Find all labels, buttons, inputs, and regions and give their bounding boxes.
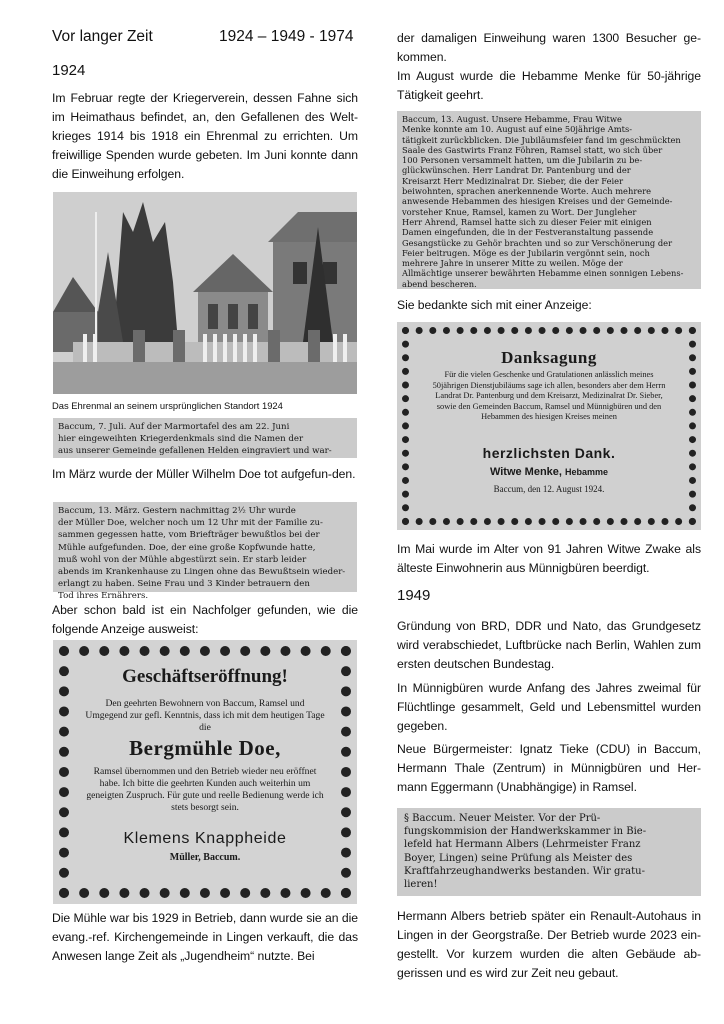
clipping-mueller-text: Baccum, 13. März. Gestern nachmittag 2½ Uhr wurde der Müller Doe, welcher noch um 12 Uhr mit der Familie zu- sammen gegessen hatte, vom Briefträger bewußtlos bei der Mühle aufgefunden. Doe, der eine große Kopfwunde hatte, muß wohl von der Mühle abgestürzt sein. Er starb leider abends im Krankenhause zu Lingen ohne das Bewußtsein wieder- erlangt zu haben. Seine Frau und 3 Kinder betrauern den Tod ihres Ernährers. <box>58 506 346 602</box>
ad-geschaeftseroeffnung <box>53 640 357 904</box>
paragraph-ehrenmal: Im Februar regte der Kriegerverein, dessen Fahne sich im Heimathaus befindet, an, den Gefallenen des Welt-krieges 1914 bis 1918 ein Ehrenmal zu errichten. Um freiwillige Spenden wurde gebeten. Im Juni konnte dann die Einweihung erfolgen. <box>52 91 358 181</box>
clipping-meister-text: § Baccum. Neuer Meister. Vor der Prü- fungskommision der Handwerkskammer in Bie- lefeld hat Hermann Albers (Lehrmeister Franz Boyer, Lingen) seine Prüfung als Meister des Kraftfahrzeughandwerks bestanden. Wir gratu- lieren! <box>404 813 647 891</box>
clipping-ehrenmal-text: Baccum, 7. Juli. Auf der Marmortafel des am 22. Juni hier eingeweihten Kriegerdenkmals sind die Namen der aus unserer Gemeinde gefallenen Helden eingraviert und war- <box>58 422 332 457</box>
heading-1924: 1924 <box>52 62 86 79</box>
ad-dank-sign: Witwe Menke, <box>489 466 562 478</box>
ad-dank-thanks: herzlichsten Dank. <box>482 445 616 461</box>
ad-geschaeft-owner: Klemens Knappheide <box>123 830 287 847</box>
ad-geschaeft-title: Geschäftseröffnung! <box>122 666 288 687</box>
paragraph-1949-buergermeister: Neue Bürgermeister: Ignatz Tieke (CDU) in Baccum, Hermann Thale (Zentrum) in Münnigbüren und Her-mann Eggermann (Unabhängige) in Ramsel. <box>397 742 701 794</box>
paragraph-hebamme: Im August wurde die Hebamme Menke für 50-jährige Tätigkeit geehrt. <box>397 69 701 102</box>
paragraph-besucher: der damaligen Einweihung waren 1300 Besucher ge-kommen. <box>397 31 701 64</box>
photo-caption: Das Ehrenmal an seinem ursprünglichen Standort 1924 <box>52 400 283 411</box>
paragraph-1949-gruendung: Gründung von BRD, DDR und Nato, das Grundgesetz wird verabschiedet, Luftbrücke nach Berlin, Wahlen zum ersten deutschen Bundestag. <box>397 619 701 671</box>
ad-geschaeft-name: Bergmühle Doe, <box>129 736 281 760</box>
paragraph-zwake: Im Mai wurde im Alter von 91 Jahren Witwe Zwake als älteste Einwohnerin aus Münnigbüren beerdigt. <box>397 542 701 575</box>
clipping-hebamme-text: Baccum, 13. August. Unsere Hebamme, Frau Witwe Menke konnte am 10. August auf eine 50jährige Amts- tätigkeit zurückblicken. Die Jubiläumsfeier fand im geschmückten Saale des Gastwirts Franz Föhren, Ramsel statt, wo sich über 100 Personen versammelt hatten, um die Jubilarin zu be- glückwünschen. Herr Landrat Dr. Pantenburg und der Kreisarzt Herr Medizinalrat Dr. Sieber, die der Feier beiwohnten, sprachen anerkennende Worte. Auch mehrere anwesende Hebammen des hiesigen Kreises und der Gemeinde- vorsteher Knue, Ramsel, kamen zu Wort. Der Jungleher Herr Ahrend, Ramsel hatte sich zu dieser Feier mit einigen Damen eingefunden, die in der Festveranstaltung passende Gesangstücke zu Gehör brachten und so zur Verschönerung der Feier beitrugen. Möge es der Jubilarin vergönnt sein, noch mehrere Jahre in unserer Mitte zu weilen. Möge der Allmächtige unserer bewährten Hebamme einen sonnigen Lebens- abend bescheren. <box>402 114 684 289</box>
ad-geschaeft-owner-sub: Müller, Baccum. <box>169 852 241 863</box>
heading-1949: 1949 <box>397 587 431 604</box>
clipping-mueller <box>53 502 357 602</box>
ad-geschaeft-body: Ramsel übernommen und den Betrieb wieder neu eröffnet habe. Ich bitte die geehrten Kunden auch weiterhin um geneigten Zuspruch. Für gute und reelle Bedienung werde ich stets besorgt sein. <box>86 766 324 813</box>
ad-dank-date: Baccum, den 12. August 1924. <box>493 484 605 494</box>
page-title: Vor langer Zeit <box>52 28 153 45</box>
clipping-hebamme <box>397 111 701 289</box>
ad-dank-sign-role: Hebamme <box>565 467 609 477</box>
ad-dank-body: Für die vielen Geschenke und Gratulationen anlässlich meines 50jährigen Dienstjubiläums sage ich allen, besonders aber dem Herrn Landrat Dr. Pantenburg und dem Kreisarzt, Medizinalrat Dr. Sieber, sowie den Gemeinden Baccum, Ramsel und Münnigbüren und den Hebammen des hiesigen Kreises meinen <box>432 370 666 421</box>
paragraph-anzeige: Sie bedankte sich mit einer Anzeige: <box>397 298 592 312</box>
paragraph-albers: Hermann Albers betrieb später ein Renault-Autohaus in Lingen in der Georgstraße. Der Betrieb wurde 2023 ein-gestellt. Vor kurzem wurden die alten Gebäude ab-gerissen und es wird zur Zeit neu gebaut. <box>397 909 701 980</box>
clipping-meister <box>397 808 701 896</box>
paragraph-nachfolger: Aber schon bald ist ein Nachfolger gefunden, wie die folgende Anzeige ausweist: <box>52 603 358 636</box>
ad-dank-title: Danksagung <box>501 348 597 367</box>
ad-danksagung <box>397 322 701 530</box>
ehrenmal-photo <box>53 192 357 394</box>
clipping-ehrenmal <box>53 418 357 458</box>
paragraph-1949-fluechtlinge: In Münnigbüren wurde Anfang des Jahres zweimal für Flüchtlinge gesammelt, Geld und Lebensmittel wurden gegeben. <box>397 681 701 733</box>
paragraph-muehle: Die Mühle war bis 1929 in Betrieb, dann wurde sie an die evang.-ref. Kirchengemeinde in Lingen verkauft, die das Anwesen lange Zeit als „Jugendheim“ nutzte. Bei <box>52 911 358 963</box>
ad-geschaeft-intro: Den geehrten Bewohnern von Baccum, Ramsel und Umgegend zur gefl. Kenntnis, dass ich mit dem heutigen Tage die <box>85 698 325 733</box>
paragraph-mueller: Im März wurde der Müller Wilhelm Doe tot aufgefun-den. <box>52 467 356 481</box>
page-years: 1924 – 1949 - 1974 <box>219 28 354 45</box>
